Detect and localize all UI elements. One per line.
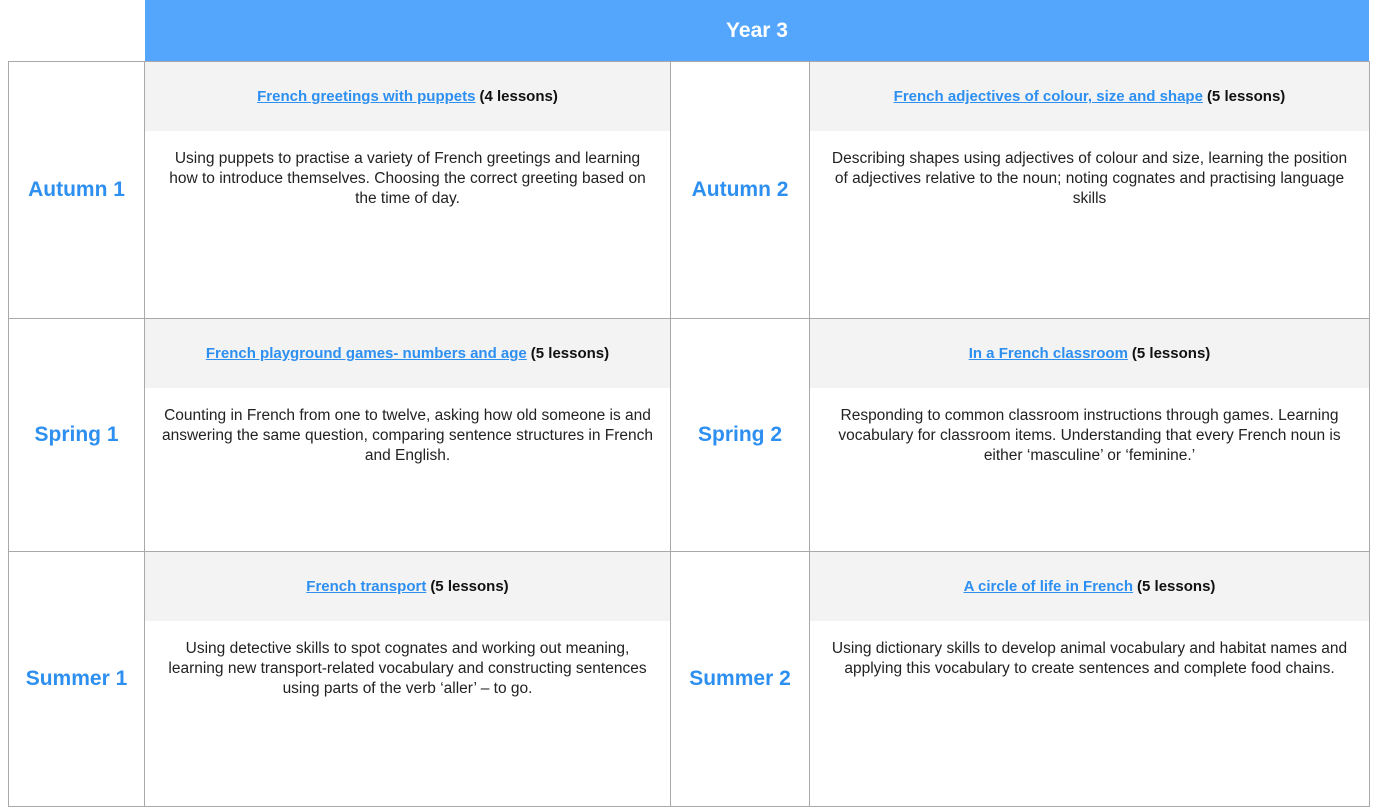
term-label-spring-2: Spring 2 bbox=[671, 319, 810, 552]
term-label-autumn-2: Autumn 2 bbox=[671, 62, 810, 319]
curriculum-table bbox=[8, 61, 1370, 807]
year-title: Year 3 bbox=[726, 18, 788, 42]
unit-cell bbox=[810, 319, 1370, 552]
unit-link-french-transport[interactable]: French transport bbox=[306, 578, 427, 595]
term-label-spring-1: Spring 1 bbox=[9, 319, 145, 552]
lesson-count: (5 lessons) bbox=[1137, 578, 1216, 595]
lesson-count: (5 lessons) bbox=[430, 578, 509, 595]
unit-description: Using dictionary skills to develop animal vocabulary and habitat names and applying this vocabulary to create sentences and complete food chains. bbox=[831, 640, 1348, 677]
unit-heading bbox=[145, 319, 670, 388]
unit-description: Responding to common classroom instructions through games. Learning vocabulary for classroom items. Understanding that every French noun is either ‘masculine’ or ‘feminine.’ bbox=[838, 407, 1341, 464]
table-row bbox=[9, 319, 1370, 552]
unit-link-circle-of-life[interactable]: A circle of life in French bbox=[963, 578, 1134, 595]
unit-cell bbox=[810, 552, 1370, 807]
unit-heading bbox=[810, 62, 1369, 131]
unit-description: Counting in French from one to twelve, asking how old someone is and answering the same question, comparing sentence structures in French and English. bbox=[161, 407, 654, 464]
unit-link-french-playground-games[interactable]: French playground games- numbers and age bbox=[205, 345, 527, 362]
lesson-count: (5 lessons) bbox=[1131, 345, 1211, 362]
lesson-count: (5 lessons) bbox=[530, 345, 610, 362]
term-label-summer-1: Summer 1 bbox=[9, 552, 145, 807]
unit-cell bbox=[810, 62, 1370, 319]
table-row bbox=[9, 552, 1370, 807]
term-label-summer-2: Summer 2 bbox=[671, 552, 810, 807]
lesson-count: (4 lessons) bbox=[479, 88, 558, 105]
unit-heading bbox=[145, 552, 670, 621]
unit-cell bbox=[145, 552, 671, 807]
unit-link-french-adjectives[interactable]: French adjectives of colour, size and shape bbox=[893, 88, 1203, 105]
unit-heading bbox=[145, 62, 670, 131]
unit-cell bbox=[145, 62, 671, 319]
year-header bbox=[145, 0, 1369, 61]
term-label-autumn-1: Autumn 1 bbox=[9, 62, 145, 319]
unit-description: Describing shapes using adjectives of colour and size, learning the position of adjectives relative to the noun; noting cognates and practising language skills bbox=[831, 150, 1348, 207]
lesson-count: (5 lessons) bbox=[1206, 88, 1286, 105]
unit-cell bbox=[145, 319, 671, 552]
unit-heading bbox=[810, 319, 1369, 388]
unit-description: Using detective skills to spot cognates and working out meaning, learning new transport-related vocabulary and constructing sentences using parts of the verb ‘aller’ – to go. bbox=[168, 640, 647, 697]
unit-link-french-classroom[interactable]: In a French classroom bbox=[968, 345, 1128, 362]
table-row bbox=[9, 62, 1370, 319]
unit-heading bbox=[810, 552, 1369, 621]
unit-description: Using puppets to practise a variety of French greetings and learning how to introduce themselves. Choosing the correct greeting based on the time of day. bbox=[169, 150, 646, 207]
unit-link-french-greetings[interactable]: French greetings with puppets bbox=[257, 88, 476, 105]
